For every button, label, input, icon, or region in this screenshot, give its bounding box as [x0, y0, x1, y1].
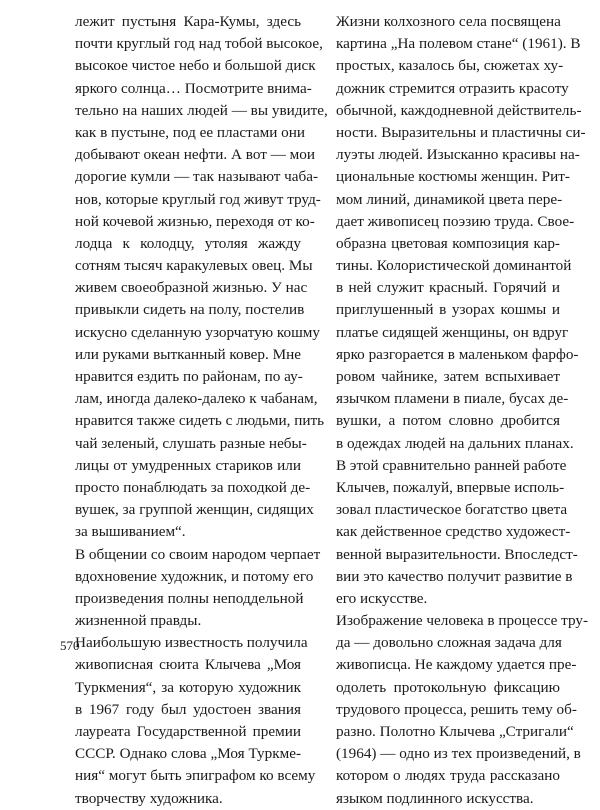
text-line: лам, иногда далеко-далеко к чабанам, [75, 390, 318, 408]
text-line: (1964) — одно из тех произведений, в [336, 745, 581, 763]
text-line: разно. Полотно Клычева „Стригали“ [336, 723, 574, 740]
text-line: в одеждах людей на дальних планах. [336, 434, 574, 452]
page-number: 570 [60, 638, 80, 653]
text-line: Изображение человека в процессе тру- [336, 612, 589, 630]
text-line: котором о людях труда рассказано [336, 767, 560, 785]
text-line: искусно сделанную узорчатую кошму [75, 323, 320, 341]
text-line: ярко разгорается в маленьком фарфо- [336, 345, 579, 363]
text-line: СССР. Однако слова „Моя Туркме- [75, 745, 301, 763]
text-line: как действенное средство художест- [336, 523, 571, 541]
text-line: сотням тысяч каракулевых овец. Мы [75, 257, 313, 275]
text-line: платье сидящей женщины, он вдруг [336, 323, 569, 341]
text-line: чай зеленый, слушать разные небы- [75, 434, 307, 452]
text-line: В этой сравнительно ранней работе [336, 456, 567, 474]
text-line: вушек, за группой женщин, сидящих [75, 501, 314, 519]
text-line: зовал пластическое богатство цвета [336, 501, 568, 519]
text-line: вии это качество получит развитие в [336, 567, 573, 585]
text-line: его искусстве. [336, 589, 428, 607]
text-line: тельно на наших людей — вы увидите, [75, 101, 328, 119]
text-line: или руками вытканный ковер. Мне [75, 345, 301, 363]
left-text-column [75, 11, 328, 810]
text-line: лежит пустыня Кара-Кумы, здесь [75, 13, 301, 30]
text-line: за вышиванием“. [75, 523, 186, 541]
text-line: как в пустыне, под ее пластами они [75, 123, 306, 141]
text-line: луэты людей. Изысканно красивы на- [336, 146, 580, 164]
text-line: просто понаблюдать за походкой де- [75, 478, 311, 496]
text-line: Клычев, пожалуй, впервые исполь- [336, 478, 565, 496]
text-line: почти круглый год над тобой высокое, [75, 35, 323, 53]
text-line: нравится ездить по районам, по ау- [75, 368, 303, 385]
text-line: простых, казалось бы, сюжетах ху- [336, 57, 564, 75]
text-line: да — довольно сложная задача для [336, 634, 562, 652]
text-line: высокое чистое небо и большой диск [75, 57, 316, 75]
text-line: произведения полны неподдельной [75, 589, 304, 607]
text-line: дожник стремится отразить красоту [336, 79, 569, 97]
text-line: вдохновение художник, и потому его [75, 567, 314, 585]
text-line: венной выразительности. Впоследст- [336, 545, 578, 563]
text-line: В общении со своим народом черпает [75, 545, 321, 563]
text-line: ной кочевой жизнью, переходя от ко- [75, 212, 315, 230]
text-line: нравится также сидеть с людьми, пить [75, 412, 325, 430]
text-line: живем своеобразной жизнью. У нас [75, 279, 308, 297]
text-line: привыкли сидеть на полу, постелив [75, 301, 305, 319]
text-line: мом линий, динамикой цвета пере- [336, 190, 563, 208]
text-line: в 1967 году был удостоен звания [75, 700, 301, 718]
text-line: циональные костюмы женщин. Рит- [336, 168, 570, 186]
right-text-column [336, 11, 589, 810]
text-line: приглушенный в узорах кошмы и [336, 301, 560, 319]
text-line: жизненной правды. [75, 612, 202, 630]
text-line: лодца к колодцу, утоляя жажду [75, 234, 301, 252]
text-line: лицы от умудренных стариков или [75, 456, 301, 474]
text-line: трудового процесса, решить тему об- [336, 700, 577, 718]
text-line: вушки, а потом словно дробится [336, 412, 560, 430]
text-line: ности. Выразительны и пластичны си- [336, 123, 586, 141]
text-line: обычной, каждодневной действитель- [336, 101, 582, 119]
text-line: ровом чайнике, затем вспыхивает [336, 368, 560, 385]
text-line: живописца. Не каждому удается пре- [336, 656, 577, 674]
text-line: живописная сюита Клычева „Моя [75, 656, 301, 674]
text-line: Жизни колхозного села посвящена [336, 13, 561, 30]
text-line: язычком пламени в пиале, бусах де- [336, 390, 569, 408]
text-line: дает живописец поэзию труда. Свое- [336, 212, 575, 230]
text-line: дорогие кумли — так называют чаба- [75, 168, 319, 186]
text-line: образна цветовая композиция кар- [336, 234, 560, 252]
text-line: яркого солнца… Посмотрите внима- [75, 79, 312, 97]
text-line: языком подлинного искусства. [336, 789, 534, 807]
text-line: Наибольшую известность получила [75, 634, 308, 652]
text-line: Туркмения“, за которую художник [75, 678, 301, 696]
text-line: добывают океан нефти. А вот — мои [75, 146, 315, 164]
text-line: нов, которые круглый год живут труд- [75, 190, 321, 208]
text-line: творчеству художника. [75, 789, 223, 807]
text-line: ния“ могут быть эпиграфом ко всему [75, 767, 316, 785]
text-line: тины. Колористической доминантой [336, 257, 572, 275]
text-line: одолеть протокольную фиксацию [336, 678, 560, 696]
text-line: в ней служит красный. Горячий и [336, 279, 560, 297]
text-line: картина „На полевом стане“ (1961). В [336, 35, 581, 53]
text-line: лауреата Государственной премии [75, 723, 301, 740]
